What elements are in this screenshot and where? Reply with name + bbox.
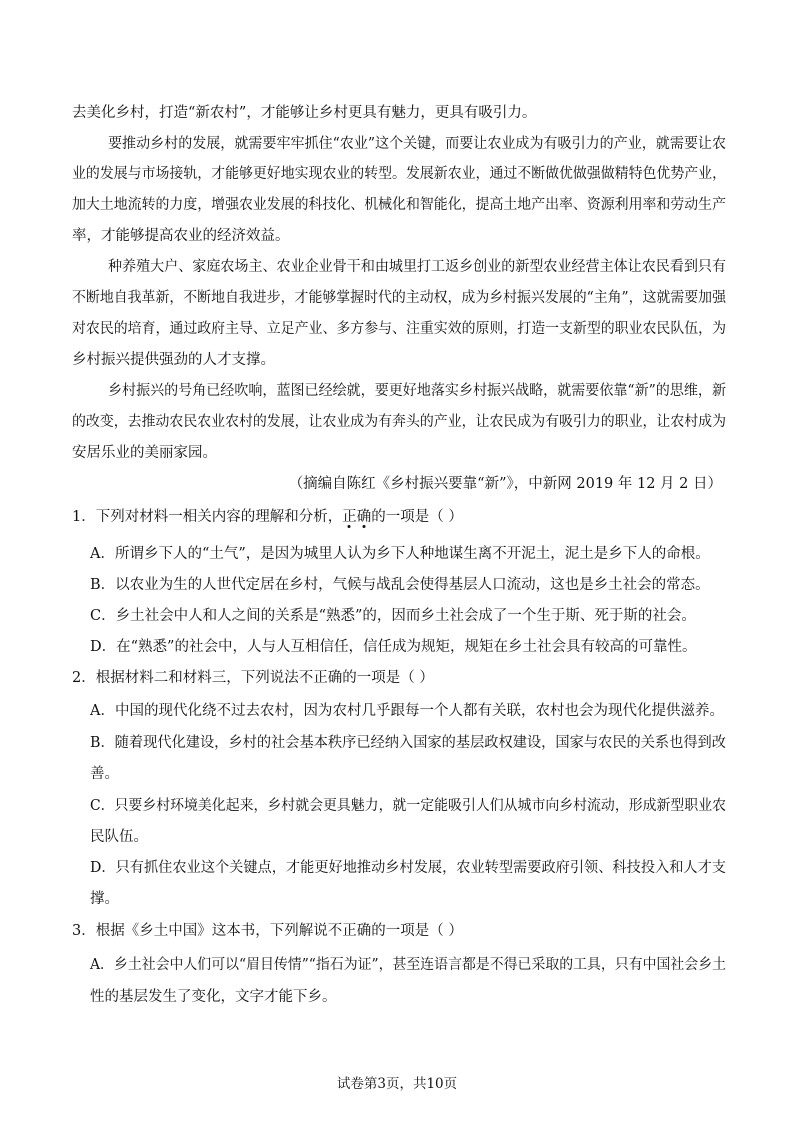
passage-line: 种养殖大户、家庭农场主、农业企业骨干和由城里打工返乡创业的新型农业经营主体让农民看到只有: [108, 259, 726, 275]
question-1-option-d: D．在“熟悉”的社会中，人与人互相信任，信任成为规矩，规矩在乡土社会具有较高的可靠性。: [90, 639, 697, 655]
question-2-stem: 2．根据材料二和材料三，下列说法不正确的一项是（ ）: [72, 670, 434, 686]
question-1-stem: [72, 507, 463, 527]
passage-line: 不断地自我革新，不断地自我进步，才能够掌握时代的主动权，成为乡村振兴发展的“主角”，这就需要加强: [72, 290, 726, 306]
passage-line: 加大土地流转的力度，增强农业发展的科技化、机械化和智能化，提高土地产出率、资源利用率和劳动生产: [72, 197, 726, 213]
passage-line: 乡村振兴提供强劲的人才支撑。: [72, 352, 275, 368]
question-2-option-d-cont: 撑。: [90, 891, 119, 907]
passage-line: 乡村振兴的号角已经吹响，蓝图已经绘就，要更好地落实乡村振兴战略，就需要依靠“新”的思维，新: [108, 383, 726, 399]
question-1-stem-after: 的一项是（ ）: [371, 509, 463, 525]
page-footer: 试卷第3页，共10页: [336, 1076, 458, 1092]
emphasis-dot-char: 确: [356, 509, 372, 525]
question-3-option-a-cont: 性的基层发生了变化，文字才能下乡。: [90, 989, 337, 1005]
passage-line: 去美化乡村，打造“新农村”，才能够让乡村更具有魅力，更具有吸引力。: [72, 105, 537, 121]
question-2-option-d: D．只有抓住农业这个关键点，才能更好地推动乡村发展，农业转型需要政府引领、科技投入和人才支: [90, 860, 726, 876]
question-1-stem-before: 1．下列对材料一相关内容的理解和分析，: [72, 509, 343, 525]
question-2-option-b-cont: 善。: [90, 766, 119, 782]
question-3-option-a: A．乡土社会中人们可以“眉目传情”“指石为证”，甚至连语言都是不得已采取的工具，只有中国社会乡土: [90, 957, 726, 973]
passage-line: 要推动乡村的发展，就需要牢牢抓住“农业”这个关键，而要让农业成为有吸引力的产业，就需要让农: [108, 136, 726, 152]
question-2-option-a: A．中国的现代化绕不过去农村，因为农村几乎跟每一个人都有关联，农村也会为现代化提供滋养。: [90, 703, 724, 719]
passage-line: 对农民的培育，通过政府主导、立足产业、多方参与、注重实效的原则，打造一支新型的职业农民队伍，为: [72, 321, 726, 337]
emphasis-dot-char: 正: [342, 509, 357, 525]
passage-line: 安居乐业的美丽家园。: [72, 445, 217, 461]
question-1-option-a: A．所谓乡下人的“土气”，是因为城里人认为乡下人种地谋生离不开泥土，泥土是乡下人的命根。: [90, 546, 710, 562]
question-3-stem: 3．根据《乡土中国》这本书，下列解说不正确的一项是（ ）: [72, 923, 463, 939]
question-2-option-c-cont: 民队伍。: [90, 829, 148, 845]
question-1-option-c: C．乡土社会中人和人之间的关系是“熟悉”的，因而乡土社会成了一个生于斯、死于斯的社会。: [90, 608, 696, 624]
source-citation: （摘编自陈红《乡村振兴要靠“新”》，中新网 2019 年 12 月 2 日）: [288, 476, 722, 492]
question-1-option-b: B．以农业为生的人世代定居在乡村，气候与战乱会使得基层人口流动，这也是乡土社会的常态。: [90, 577, 710, 593]
passage-line: 率，才能够提高农业的经济效益。: [72, 228, 290, 244]
passage-line: 的改变，去推动农民农业农村的发展，让农业成为有奔头的产业，让农民成为有吸引力的职业，让农村成为: [72, 414, 726, 430]
question-2-option-b: B．随着现代化建设，乡村的社会基本秩序已经纳入国家的基层政权建设，国家与农民的关系也得到改: [90, 735, 726, 751]
passage-line: 业的发展与市场接轨，才能够更好地实现农业的转型。发展新农业，通过不断做优做强做精特色优势产业，: [72, 166, 726, 182]
question-2-option-c: C．只要乡村环境美化起来，乡村就会更具魅力，就一定能吸引人们从城市向乡村流动，形成新型职业农: [90, 798, 726, 814]
